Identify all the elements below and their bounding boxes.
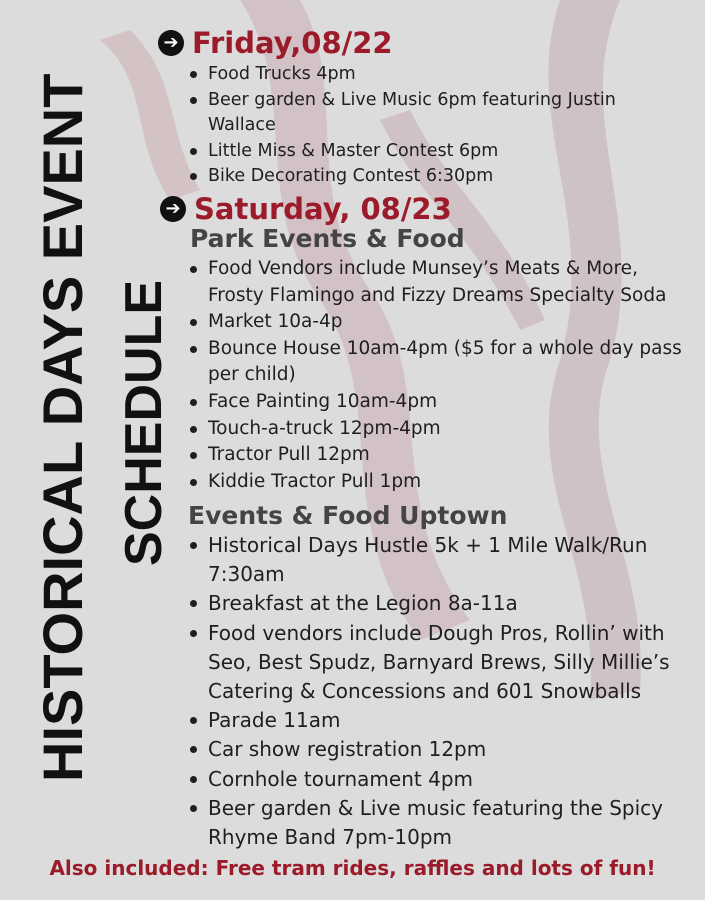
list-item: Beer garden & Live Music 6pm featuring Justin Wallace <box>186 88 656 139</box>
friday-list <box>186 62 656 190</box>
list-item: Touch-a-truck 12pm-4pm <box>186 416 686 443</box>
list-item: Little Miss & Master Contest 6pm <box>186 139 656 165</box>
list-item: Tractor Pull 12pm <box>186 442 686 469</box>
list-item: Breakfast at the Legion 8a-11a <box>186 589 686 618</box>
schedule-title-vertical: SCHEDULE <box>115 279 173 566</box>
arrow-right-circle-icon: ➔ <box>160 196 186 222</box>
uptown-events-heading: Events & Food Uptown <box>188 501 508 530</box>
list-item: Bike Decorating Contest 6:30pm <box>186 164 656 190</box>
list-item: Food Trucks 4pm <box>186 62 656 88</box>
friday-heading <box>158 26 393 60</box>
saturday-heading <box>160 192 452 226</box>
list-item: Kiddie Tractor Pull 1pm <box>186 469 686 496</box>
footer-note: Also included: Free tram rides, raffles and lots of fun! <box>49 856 656 880</box>
park-events-list <box>186 256 686 495</box>
list-item: Bounce House 10am-4pm ($5 for a whole day pass per child) <box>186 336 686 389</box>
saturday-heading-text: Saturday, 08/23 <box>194 192 452 226</box>
list-item: Historical Days Hustle 5k + 1 Mile Walk/Run 7:30am <box>186 531 686 589</box>
park-events-heading: Park Events & Food <box>190 224 465 253</box>
arrow-right-circle-icon: ➔ <box>158 30 184 56</box>
list-item: Beer garden & Live music featuring the Spicy Rhyme Band 7pm-10pm <box>186 794 686 852</box>
friday-heading-text: Friday,08/22 <box>192 26 393 60</box>
list-item: Car show registration 12pm <box>186 735 686 764</box>
list-item: Food vendors include Dough Pros, Rollin’ with Seo, Best Spudz, Barnyard Brews, Silly Millie’s Catering & Concessions and 601 Snowballs <box>186 619 686 707</box>
list-item: Food Vendors include Munsey’s Meats & More, Frosty Flamingo and Fizzy Dreams Specialty Soda <box>186 256 686 309</box>
list-item: Face Painting 10am-4pm <box>186 389 686 416</box>
list-item: Cornhole tournament 4pm <box>186 765 686 794</box>
list-item: Market 10a-4p <box>186 309 686 336</box>
uptown-events-list <box>186 531 686 852</box>
list-item: Parade 11am <box>186 706 686 735</box>
event-title-vertical: HISTORICAL DAYS EVENT <box>31 73 94 782</box>
